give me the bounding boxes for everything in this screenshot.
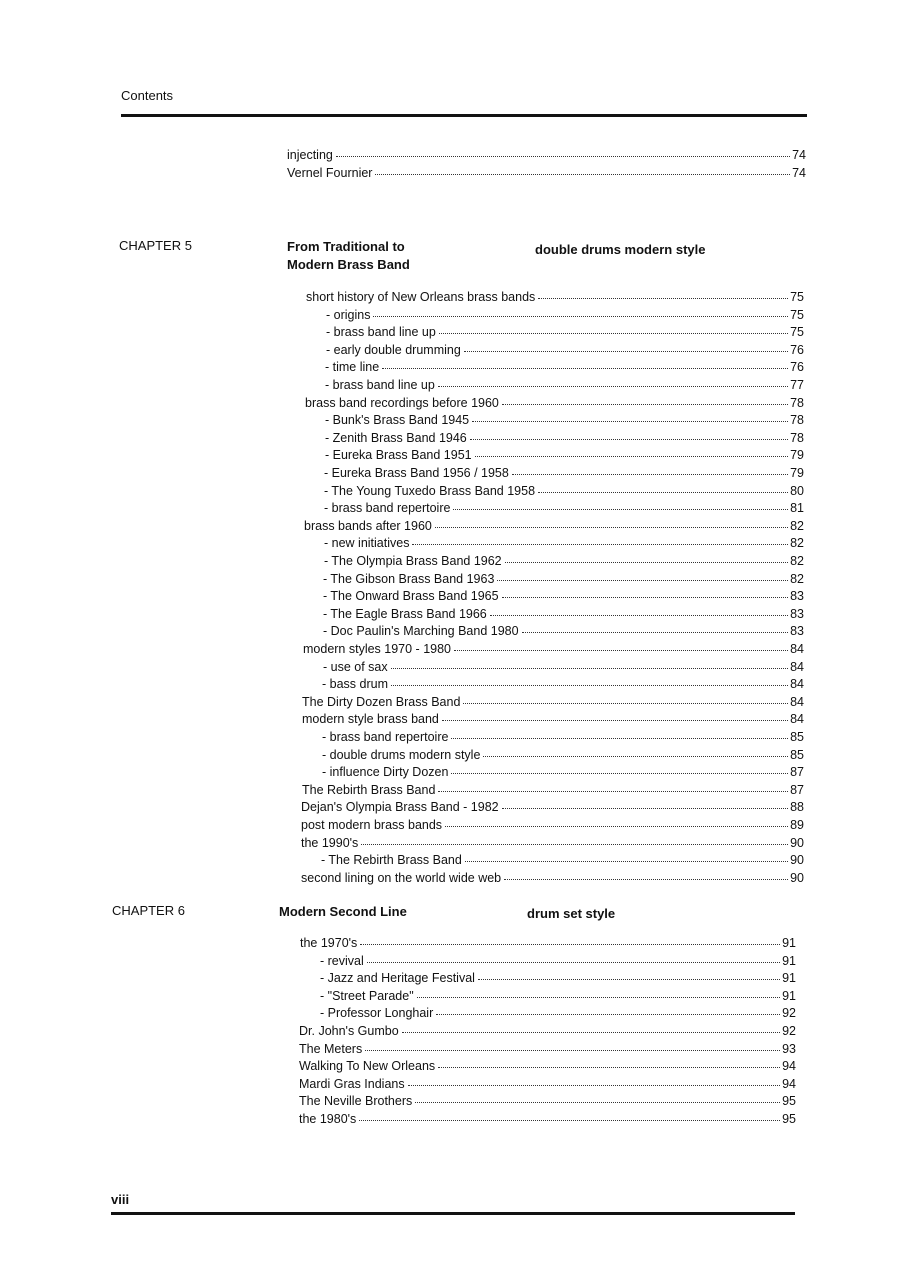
dot-leader [483, 756, 788, 757]
toc-entry [324, 553, 804, 570]
toc-entry [299, 1041, 796, 1058]
toc-entry-title: - Zenith Brass Band 1946 [325, 430, 467, 445]
toc-entry [324, 535, 804, 552]
dot-leader [472, 421, 788, 422]
toc-entry [323, 606, 804, 623]
dot-leader [438, 386, 788, 387]
dot-leader [538, 298, 788, 299]
toc-entry-page: 83 [790, 589, 804, 604]
toc-entry [323, 571, 804, 588]
toc-entry [300, 935, 796, 952]
toc-entry-title: - Eureka Brass Band 1951 [325, 448, 472, 463]
toc-entry-title: - The Rebirth Brass Band [321, 853, 462, 868]
toc-entry [322, 729, 804, 746]
toc-entry-title: The Meters [299, 1041, 363, 1056]
toc-entry-page: 95 [782, 1094, 796, 1109]
chapter6-style: drum set style [527, 906, 616, 921]
toc-entry-page: 91 [782, 936, 796, 950]
toc-entry-page: 94 [782, 1076, 796, 1091]
toc-entry-page: 90 [790, 870, 804, 885]
toc-entry-title: Dr. John's Gumbo [299, 1024, 399, 1038]
dot-leader [502, 808, 788, 809]
dot-leader [504, 879, 788, 880]
dot-leader [417, 997, 780, 998]
dot-leader [402, 1032, 780, 1033]
toc-entry [299, 1023, 796, 1040]
toc-entry-page: 84 [790, 694, 804, 709]
toc-entry [320, 970, 796, 987]
toc-entry-page: 87 [790, 782, 804, 797]
toc-entry-page: 78 [790, 395, 804, 410]
dot-leader [373, 316, 788, 317]
toc-entry-page: 89 [790, 818, 804, 832]
toc-entry [287, 147, 806, 164]
toc-entry-title: the 1990's [301, 835, 359, 850]
toc-entry-page: 84 [790, 677, 804, 692]
dot-leader [470, 439, 788, 440]
toc-entry [299, 1076, 796, 1093]
toc-entry-title: - brass band repertoire [324, 501, 451, 516]
toc-entry-page: 93 [782, 1041, 796, 1056]
toc-entry-page: 78 [790, 413, 804, 428]
toc-entry [326, 324, 804, 341]
toc-entry-page: 82 [790, 536, 804, 551]
toc-entry-page: 90 [790, 835, 804, 850]
dot-leader [502, 597, 789, 598]
toc-entry [301, 870, 804, 887]
toc-entry [301, 799, 804, 816]
toc-entry-page: 82 [790, 571, 804, 586]
toc-entry [299, 1093, 796, 1110]
dot-leader [365, 1050, 780, 1051]
dot-leader [453, 509, 788, 510]
toc-entry-page: 79 [790, 448, 804, 463]
toc-entry-title: - revival [320, 953, 364, 968]
toc-entry [302, 694, 804, 711]
toc-entry-title: modern styles 1970 - 1980 [303, 642, 452, 656]
toc-entry-page: 78 [790, 430, 804, 445]
dot-leader [415, 1102, 780, 1103]
toc-entry-page: 88 [790, 800, 804, 815]
toc-entry-page: 82 [790, 554, 804, 568]
dot-leader [336, 156, 790, 157]
chapter5-label: CHAPTER 5 [119, 238, 192, 253]
toc-entry-page: 84 [790, 659, 804, 674]
toc-entry-title: - The Young Tuxedo Brass Band 1958 [324, 483, 536, 498]
toc-entry-title: short history of New Orleans brass bands [306, 290, 536, 304]
toc-entry-title: - The Onward Brass Band 1965 [323, 589, 499, 604]
page-number: viii [111, 1192, 130, 1207]
dot-leader [522, 632, 789, 633]
toc-entry-title: - use of sax [323, 659, 388, 674]
toc-entry-title: - brass band repertoire [322, 730, 449, 744]
dot-leader [512, 474, 788, 475]
toc-entry-page: 94 [782, 1059, 796, 1074]
toc-entry-title: Mardi Gras Indians [299, 1076, 405, 1091]
toc-entry-title: - The Gibson Brass Band 1963 [323, 571, 495, 586]
toc-entry-title: injecting [287, 148, 333, 162]
dot-leader [463, 703, 788, 704]
toc-entry-title: - The Eagle Brass Band 1966 [323, 606, 487, 621]
toc-entry-page: 77 [790, 378, 804, 392]
toc-entry-page: 92 [782, 1006, 796, 1021]
toc-entry-page: 81 [790, 501, 804, 516]
toc-entry-title: The Rebirth Brass Band [302, 782, 436, 797]
toc-entry-page: 85 [790, 730, 804, 744]
toc-entry [325, 359, 804, 376]
dot-leader [438, 1067, 780, 1068]
dot-leader [538, 492, 788, 493]
toc-entry [325, 430, 804, 447]
top-rule [121, 114, 807, 117]
toc-entry-title: - bass drum [322, 677, 388, 692]
dot-leader [465, 861, 788, 862]
toc-entry-title: - brass band line up [325, 378, 435, 392]
toc-entry-title: - The Olympia Brass Band 1962 [324, 554, 502, 568]
toc-entry [322, 747, 804, 764]
toc-entry-title: Dejan's Olympia Brass Band - 1982 [301, 800, 499, 815]
toc-entry [320, 953, 796, 970]
toc-entry-page: 84 [790, 642, 804, 656]
toc-entry [326, 342, 804, 359]
toc-entry [325, 447, 804, 464]
toc-entry-title: - early double drumming [326, 342, 461, 357]
toc-entry [323, 623, 804, 640]
toc-entry-title: The Dirty Dozen Brass Band [302, 694, 461, 709]
dot-leader [412, 544, 788, 545]
toc-entry-page: 76 [790, 360, 804, 375]
chapter5-title [287, 238, 410, 274]
toc-entry [299, 1058, 796, 1075]
toc-entry-page: 91 [782, 988, 796, 1003]
dot-leader [478, 979, 780, 980]
toc-entry [305, 395, 804, 412]
toc-entry [324, 500, 804, 517]
toc-entry-page: 74 [792, 148, 806, 162]
toc-entry-title: Vernel Fournier [287, 166, 373, 180]
toc-entry [301, 817, 804, 834]
dot-leader [454, 650, 788, 651]
toc-entry-title: the 1970's [300, 936, 358, 950]
toc-entry [321, 852, 804, 869]
dot-leader [361, 844, 788, 845]
toc-entry-page: 80 [790, 483, 804, 498]
toc-entry-title: - Doc Paulin's Marching Band 1980 [323, 624, 519, 639]
chapter6-label: CHAPTER 6 [112, 903, 185, 918]
toc-entry-page: 84 [790, 712, 804, 727]
toc-entry-page: 75 [790, 325, 804, 340]
dot-leader [451, 738, 788, 739]
toc-entry [302, 782, 804, 799]
dot-leader [505, 562, 788, 563]
toc-entry [320, 1005, 796, 1022]
chapter5-title-line2: Modern Brass Band [287, 257, 410, 272]
toc-entry [287, 165, 806, 182]
toc-entry [323, 659, 804, 676]
toc-entry [306, 289, 804, 306]
dot-leader [359, 1120, 780, 1121]
dot-leader [438, 791, 788, 792]
toc-entry-title: - Eureka Brass Band 1956 / 1958 [324, 466, 509, 480]
toc-entry [303, 641, 804, 658]
toc-entry-page: 83 [790, 624, 804, 639]
toc-entry-title: - Professor Longhair [320, 1006, 434, 1021]
dot-leader [367, 962, 780, 963]
dot-leader [408, 1085, 780, 1086]
toc-entry [322, 676, 804, 693]
toc-entry-title: - influence Dirty Dozen [322, 765, 449, 780]
bottom-rule [111, 1212, 795, 1215]
toc-entry-title: - "Street Parade" [320, 988, 414, 1003]
toc-entry-page: 75 [790, 290, 804, 304]
dot-leader [464, 351, 788, 352]
toc-entry [299, 1111, 796, 1128]
toc-entry [323, 588, 804, 605]
toc-entry-page: 92 [782, 1024, 796, 1038]
dot-leader [445, 826, 788, 827]
toc-entry-title: brass band recordings before 1960 [305, 395, 499, 410]
toc-entry [320, 988, 796, 1005]
toc-entry-page: 79 [790, 466, 804, 480]
toc-entry-title: brass bands after 1960 [304, 518, 432, 533]
toc-entry [324, 465, 804, 482]
toc-entry [301, 835, 804, 852]
toc-entry-page: 87 [790, 765, 804, 780]
toc-entry-title: Walking To New Orleans [299, 1059, 436, 1074]
toc-entry-page: 75 [790, 307, 804, 322]
toc-entry [325, 377, 804, 394]
toc-entry-page: 91 [782, 953, 796, 968]
dot-leader [360, 944, 780, 945]
dot-leader [490, 615, 788, 616]
toc-entry-page: 76 [790, 342, 804, 357]
toc-entry-page: 82 [790, 518, 804, 533]
toc-entry-title: The Neville Brothers [299, 1094, 413, 1109]
toc-entry-title: post modern brass bands [301, 818, 443, 832]
toc-entry-page: 85 [790, 747, 804, 762]
toc-entry-title: second lining on the world wide web [301, 870, 502, 885]
toc-entry-title: - brass band line up [326, 325, 436, 340]
dot-leader [442, 720, 788, 721]
dot-leader [451, 773, 788, 774]
dot-leader [435, 527, 788, 528]
dot-leader [497, 580, 788, 581]
toc-entry [324, 483, 804, 500]
dot-leader [382, 368, 788, 369]
dot-leader [475, 456, 788, 457]
toc-entry-page: 90 [790, 853, 804, 868]
dot-leader [436, 1014, 780, 1015]
toc-entry-title: - new initiatives [324, 536, 410, 551]
toc-entry-title: modern style brass band [302, 712, 439, 727]
toc-entry-title: - double drums modern style [322, 747, 481, 762]
toc-entry [326, 307, 804, 324]
toc-entry [322, 764, 804, 781]
toc-entry-page: 74 [792, 166, 806, 180]
toc-entry-page: 91 [782, 971, 796, 986]
chapter5-style: double drums modern style [535, 242, 706, 257]
chapter6-title: Modern Second Line [279, 904, 407, 919]
toc-entry-title: - Jazz and Heritage Festival [320, 971, 475, 986]
toc-entry-title: the 1980's [299, 1112, 357, 1126]
toc-entry-page: 83 [790, 606, 804, 621]
dot-leader [391, 685, 788, 686]
dot-leader [439, 333, 788, 334]
dot-leader [391, 668, 788, 669]
toc-entry-title: - Bunk's Brass Band 1945 [325, 413, 470, 428]
toc-entry [304, 518, 804, 535]
toc-entry-title: - origins [326, 307, 371, 322]
toc-entry-title: - time line [325, 360, 380, 375]
dot-leader [502, 404, 788, 405]
running-head: Contents [121, 88, 174, 103]
chapter5-title-line1: From Traditional to [287, 239, 405, 254]
dot-leader [375, 174, 790, 175]
toc-entry-page: 95 [782, 1112, 796, 1126]
toc-entry [325, 412, 804, 429]
toc-entry [302, 711, 804, 728]
